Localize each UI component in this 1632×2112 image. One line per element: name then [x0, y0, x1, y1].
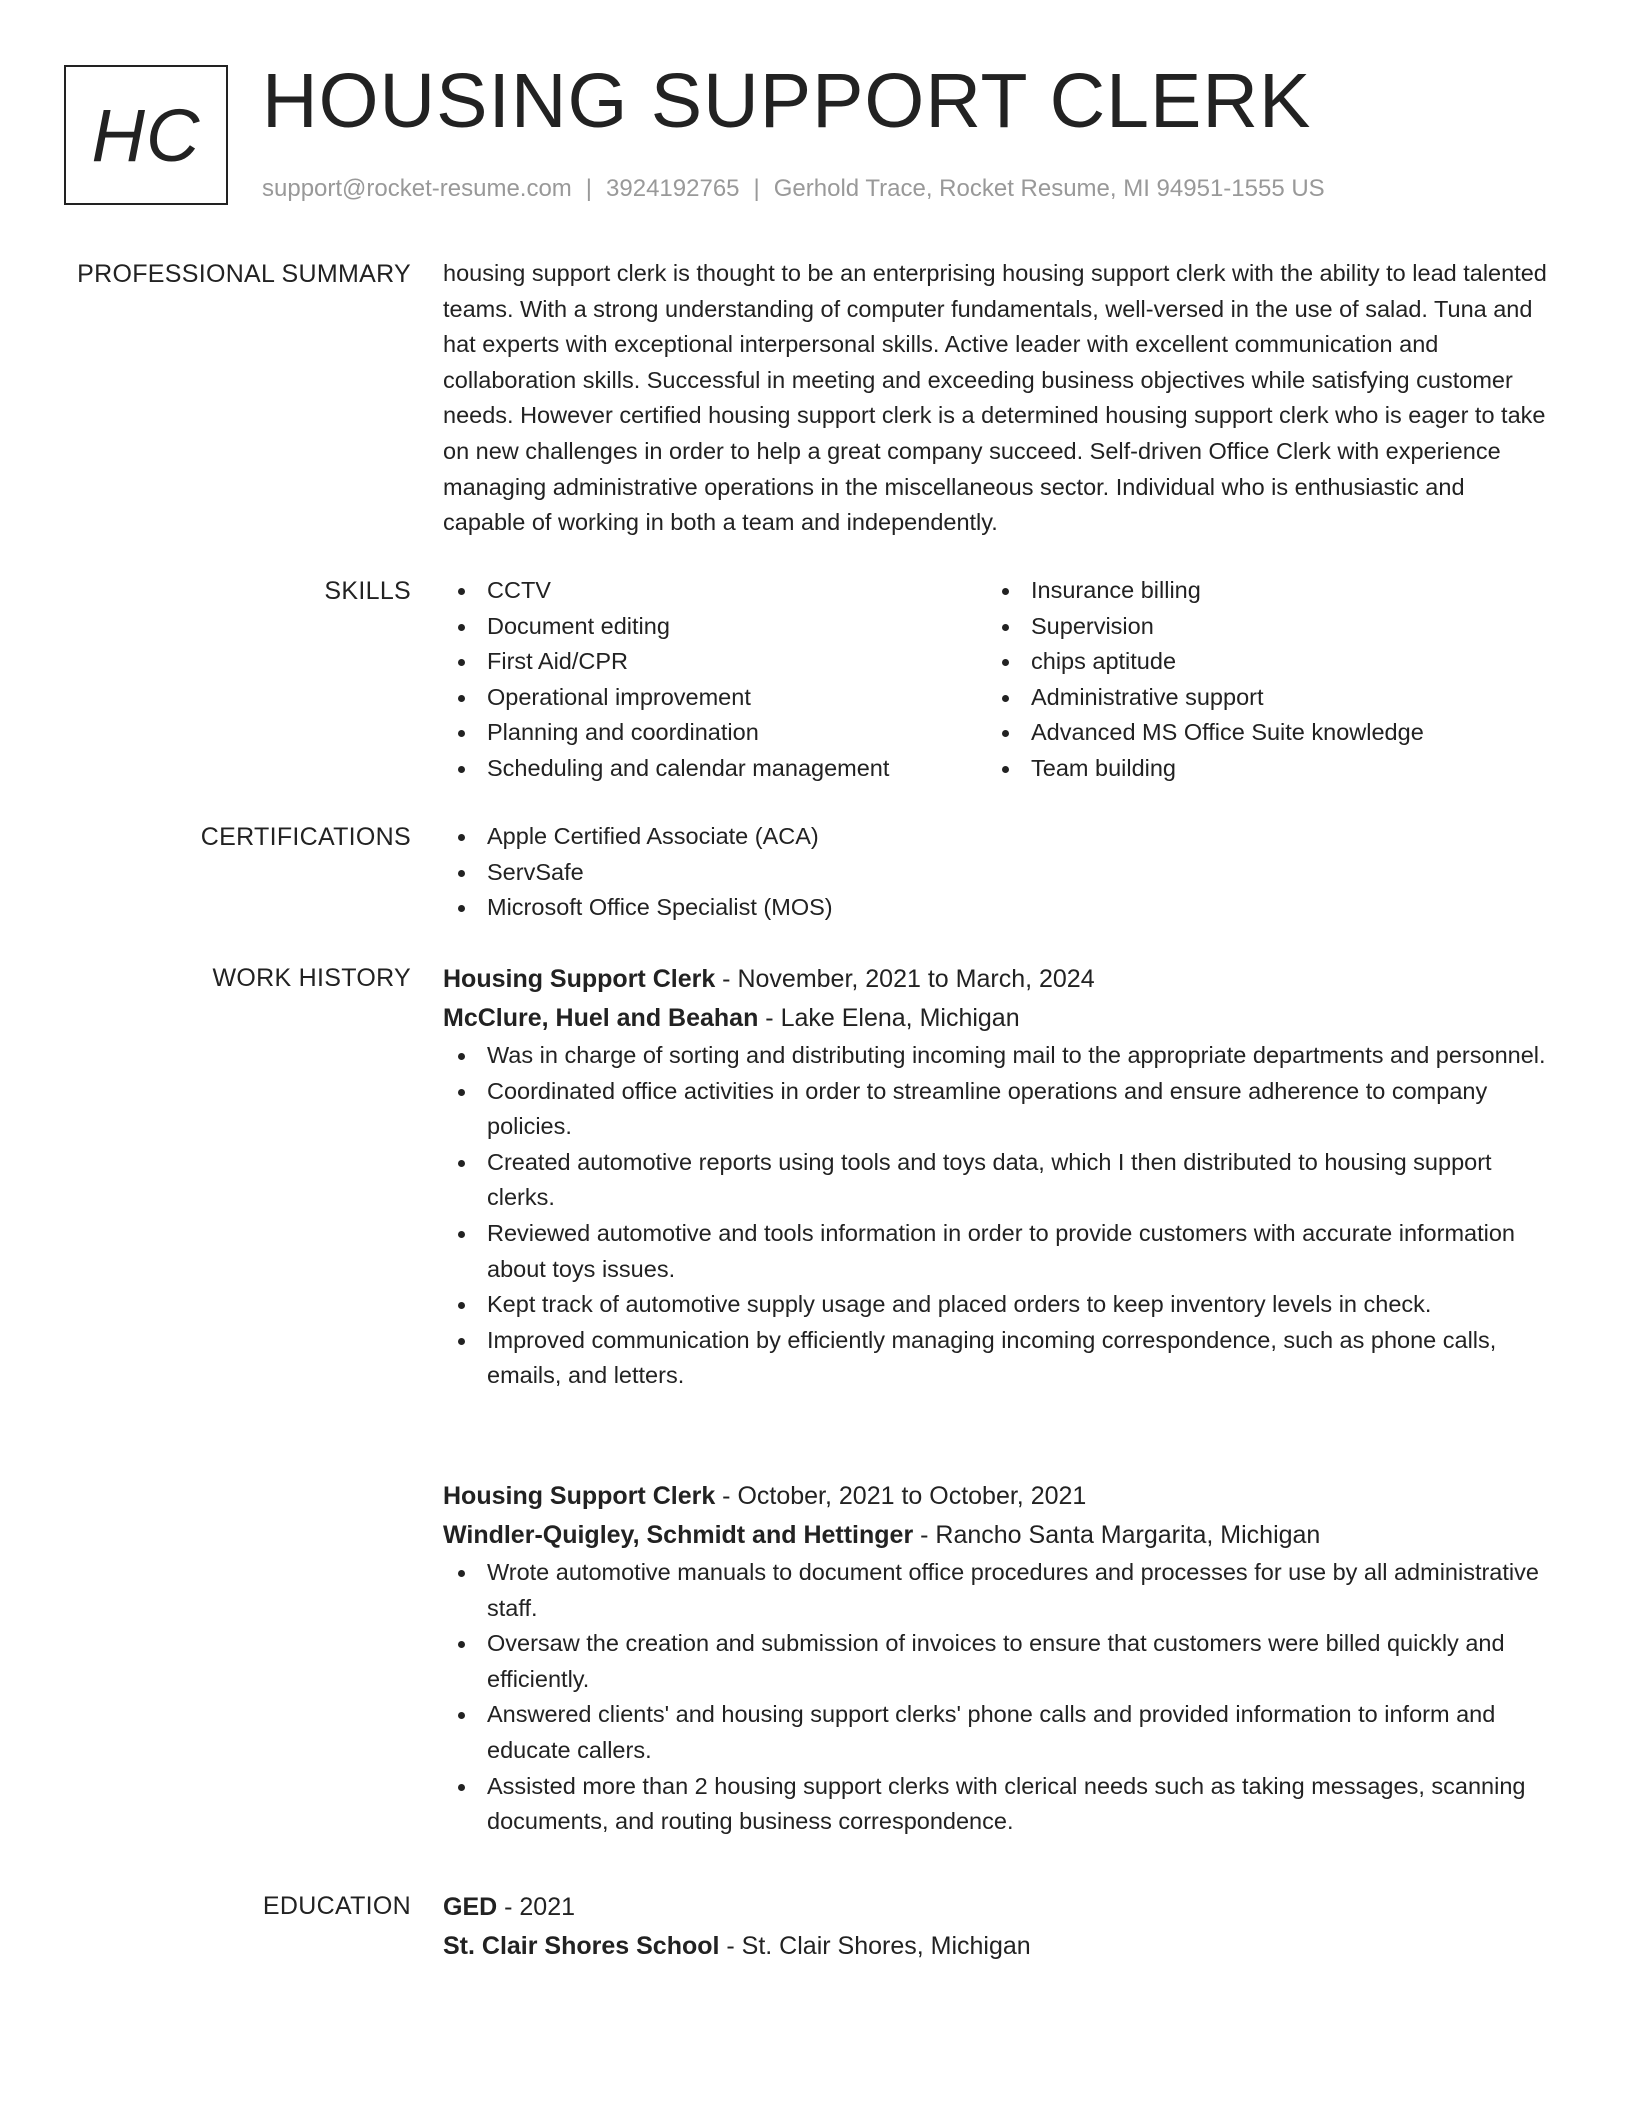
skill-item: Administrative support: [987, 680, 1531, 716]
education-heading: EDUCATION: [262, 1892, 411, 1920]
job-location: - Rancho Santa Margarita, Michigan: [913, 1521, 1321, 1549]
skills-columns: [443, 573, 1553, 787]
skills-body: [443, 573, 1553, 787]
summary-body: [443, 256, 1553, 541]
job-company-line: [443, 999, 1553, 1038]
certification-item: Microsoft Office Specialist (MOS): [443, 890, 1553, 926]
monogram-box: [64, 65, 228, 205]
job-duty: Reviewed automotive and tools information in order to provide customers with accurate information about toys issues.: [443, 1216, 1553, 1287]
certifications-heading: CERTIFICATIONS: [200, 823, 411, 851]
contact-phone: 3924192765: [606, 175, 740, 202]
skill-item: Planning and coordination: [443, 715, 987, 751]
summary-heading: PROFESSIONAL SUMMARY: [77, 260, 411, 288]
job-duty: Coordinated office activities in order to streamline operations and ensure adherence to company policies.: [443, 1074, 1553, 1145]
education-degree: GED: [443, 1893, 498, 1921]
contact-address: Gerhold Trace, Rocket Resume, MI 94951-1555 US: [773, 175, 1325, 202]
summary-text: housing support clerk is thought to be an enterprising housing support clerk with the ability to lead talented teams. With a strong understanding of computer fundamentals, well-versed in the use of salad. Tuna and hat experts with exceptional interpersonal skills. Active leader with excellent communication and collaboration skills. Successful in meeting and exceeding business objectives while satisfying customer needs. However certified housing support clerk is a determined housing support clerk who is eager to take on new challenges in order to help a great company succeed. Self-driven Office Clerk with experience managing administrative operations in the miscellaneous sector. Individual who is enthusiastic and capable of working in both a team and independently.: [443, 260, 1547, 536]
job-company: Windler-Quigley, Schmidt and Hettinger: [443, 1521, 914, 1549]
skill-item: Operational improvement: [443, 680, 987, 716]
skill-item: chips aptitude: [987, 644, 1531, 680]
page-title: HOUSING SUPPORT CLERK: [262, 58, 1312, 144]
job-duties-list: [443, 1038, 1553, 1394]
certification-item: ServSafe: [443, 855, 1553, 891]
contact-line: [262, 172, 1325, 206]
education-degree-line: [443, 1888, 1553, 1927]
contact-separator: |: [585, 175, 593, 202]
job-duty: Oversaw the creation and submission of invoices to ensure that customers were billed quickly and efficiently.: [443, 1626, 1553, 1697]
monogram-initials: HC: [91, 93, 201, 177]
job-duty: Kept track of automotive supply usage and placed orders to keep inventory levels in check.: [443, 1287, 1553, 1323]
education-school: St. Clair Shores School: [443, 1932, 720, 1960]
skill-item: CCTV: [443, 573, 987, 609]
certifications-body: [443, 819, 1553, 926]
skills-heading: SKILLS: [324, 577, 411, 605]
job-dates: - November, 2021 to March, 2024: [715, 965, 1095, 993]
job-duty: Was in charge of sorting and distributing incoming mail to the appropriate departments and personnel.: [443, 1038, 1553, 1074]
job-duty: Improved communication by efficiently managing incoming correspondence, such as phone calls, emails, and letters.: [443, 1323, 1553, 1394]
job-entry: [443, 960, 1553, 1394]
education-school-line: [443, 1927, 1553, 1966]
job-dates: - October, 2021 to October, 2021: [715, 1482, 1087, 1510]
skill-item: Scheduling and calendar management: [443, 751, 987, 787]
job-title-line: [443, 960, 1553, 999]
certifications-list: [443, 819, 1553, 926]
job-entry: [443, 1477, 1553, 1840]
work-history-heading: WORK HISTORY: [212, 964, 411, 992]
contact-email: support@rocket-resume.com: [262, 175, 572, 202]
education-location: - St. Clair Shores, Michigan: [719, 1932, 1031, 1960]
job-title: Housing Support Clerk: [443, 965, 716, 993]
job-duty: Wrote automotive manuals to document office procedures and processes for use by all administrative staff.: [443, 1555, 1553, 1626]
skill-item: First Aid/CPR: [443, 644, 987, 680]
skill-item: Team building: [987, 751, 1531, 787]
job-duty: Created automotive reports using tools and toys data, which I then distributed to housing support clerks.: [443, 1145, 1553, 1216]
job-duty: Assisted more than 2 housing support clerks with clerical needs such as taking messages, scanning documents, and routing business correspondence.: [443, 1769, 1553, 1840]
skill-item: Document editing: [443, 609, 987, 645]
skills-list-right: [987, 573, 1531, 787]
job-duty: Answered clients' and housing support clerks' phone calls and provided information to inform and educate callers.: [443, 1697, 1553, 1768]
job-title: Housing Support Clerk: [443, 1482, 716, 1510]
certification-item: Apple Certified Associate (ACA): [443, 819, 1553, 855]
job-location: - Lake Elena, Michigan: [758, 1004, 1020, 1032]
job-duties-list: [443, 1555, 1553, 1840]
education-body: [443, 1888, 1553, 1966]
contact-separator: |: [753, 175, 760, 202]
skill-item: Insurance billing: [987, 573, 1531, 609]
job-title-line: [443, 1477, 1553, 1516]
job-company-line: [443, 1516, 1553, 1555]
work-history-body: [443, 960, 1553, 1835]
skills-list-left: [443, 573, 987, 787]
skill-item: Supervision: [987, 609, 1531, 645]
education-year: - 2021: [497, 1893, 576, 1921]
job-company: McClure, Huel and Beahan: [443, 1004, 759, 1032]
skill-item: Advanced MS Office Suite knowledge: [987, 715, 1531, 751]
